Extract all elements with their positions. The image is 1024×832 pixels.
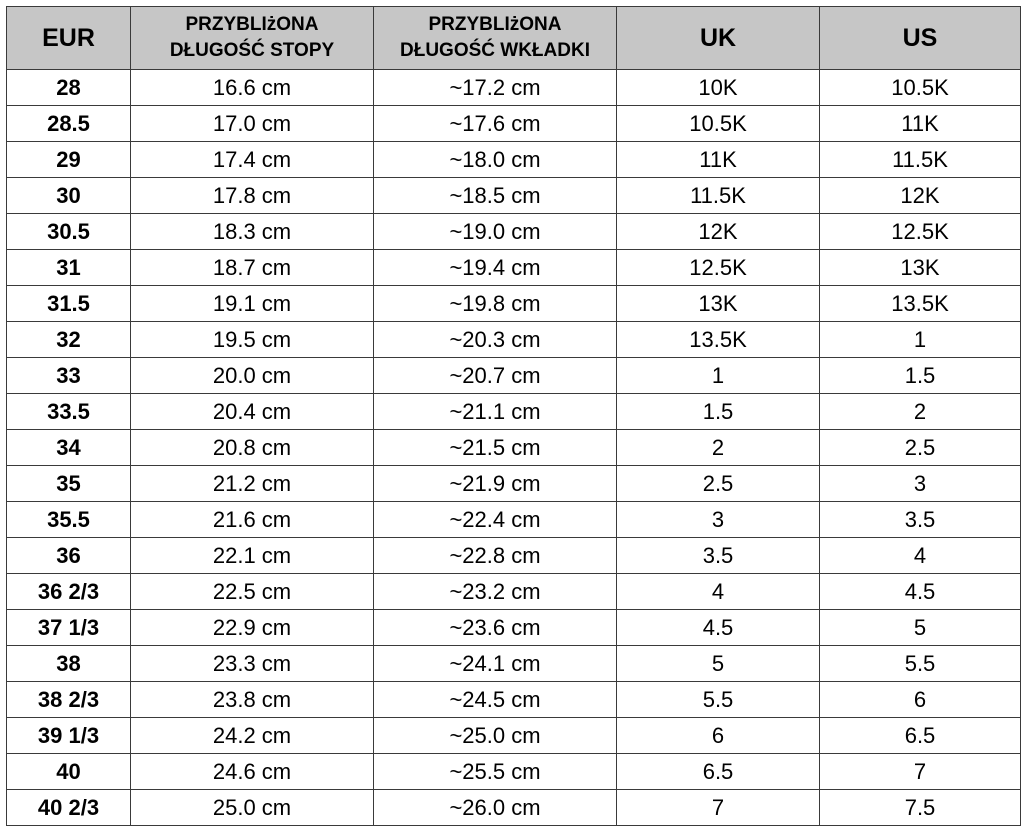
cell-eur: 36 2/3 xyxy=(7,574,131,610)
header-eur: EUR xyxy=(7,7,131,70)
cell-eur: 34 xyxy=(7,430,131,466)
cell-insole-length: ~25.0 cm xyxy=(374,718,617,754)
cell-uk: 5 xyxy=(617,646,820,682)
cell-eur: 40 2/3 xyxy=(7,790,131,826)
table-row xyxy=(7,502,1021,538)
cell-uk: 13K xyxy=(617,286,820,322)
cell-eur: 38 xyxy=(7,646,131,682)
cell-uk: 12.5K xyxy=(617,250,820,286)
cell-eur: 35.5 xyxy=(7,502,131,538)
cell-us: 13K xyxy=(820,250,1021,286)
header-insole-length xyxy=(374,7,617,70)
header-foot-length-line2: DŁUGOŚĆ STOPY xyxy=(169,40,335,61)
cell-foot-length: 21.6 cm xyxy=(131,502,374,538)
cell-insole-length: ~23.2 cm xyxy=(374,574,617,610)
cell-us: 13.5K xyxy=(820,286,1021,322)
table-row xyxy=(7,394,1021,430)
cell-insole-length: ~20.3 cm xyxy=(374,322,617,358)
cell-foot-length: 22.9 cm xyxy=(131,610,374,646)
cell-us: 10.5K xyxy=(820,70,1021,106)
header-uk: UK xyxy=(617,7,820,70)
cell-uk: 7 xyxy=(617,790,820,826)
cell-eur: 33 xyxy=(7,358,131,394)
cell-insole-length: ~18.5 cm xyxy=(374,178,617,214)
cell-insole-length: ~21.1 cm xyxy=(374,394,617,430)
cell-insole-length: ~17.6 cm xyxy=(374,106,617,142)
cell-uk: 6.5 xyxy=(617,754,820,790)
cell-us: 5.5 xyxy=(820,646,1021,682)
cell-uk: 6 xyxy=(617,718,820,754)
cell-eur: 37 1/3 xyxy=(7,610,131,646)
cell-foot-length: 16.6 cm xyxy=(131,70,374,106)
header-us: US xyxy=(820,7,1021,70)
table-row xyxy=(7,142,1021,178)
table-row xyxy=(7,718,1021,754)
cell-us: 7 xyxy=(820,754,1021,790)
cell-uk: 10K xyxy=(617,70,820,106)
cell-insole-length: ~22.8 cm xyxy=(374,538,617,574)
cell-foot-length: 17.4 cm xyxy=(131,142,374,178)
table-row xyxy=(7,574,1021,610)
cell-foot-length: 25.0 cm xyxy=(131,790,374,826)
table-row xyxy=(7,106,1021,142)
cell-eur: 40 xyxy=(7,754,131,790)
table-row xyxy=(7,754,1021,790)
table-row xyxy=(7,646,1021,682)
cell-eur: 38 2/3 xyxy=(7,682,131,718)
cell-foot-length: 23.3 cm xyxy=(131,646,374,682)
cell-us: 6 xyxy=(820,682,1021,718)
header-insole-length-line1: PRZYBLIżONA xyxy=(428,14,562,35)
header-foot-length-line1: PRZYBLIżONA xyxy=(185,14,319,35)
header-row xyxy=(7,7,1021,70)
table-row xyxy=(7,682,1021,718)
cell-us: 3.5 xyxy=(820,502,1021,538)
cell-us: 12K xyxy=(820,178,1021,214)
cell-uk: 12K xyxy=(617,214,820,250)
cell-insole-length: ~19.0 cm xyxy=(374,214,617,250)
cell-us: 4 xyxy=(820,538,1021,574)
table-row xyxy=(7,286,1021,322)
cell-eur: 28.5 xyxy=(7,106,131,142)
cell-foot-length: 17.8 cm xyxy=(131,178,374,214)
cell-foot-length: 19.5 cm xyxy=(131,322,374,358)
cell-us: 5 xyxy=(820,610,1021,646)
cell-us: 2 xyxy=(820,394,1021,430)
cell-uk: 10.5K xyxy=(617,106,820,142)
cell-eur: 31 xyxy=(7,250,131,286)
cell-uk: 2 xyxy=(617,430,820,466)
cell-uk: 3.5 xyxy=(617,538,820,574)
table-row xyxy=(7,430,1021,466)
header-insole-length-line2: DŁUGOŚĆ WKŁADKI xyxy=(400,40,590,61)
cell-foot-length: 22.5 cm xyxy=(131,574,374,610)
size-chart-table xyxy=(6,6,1021,826)
cell-uk: 4 xyxy=(617,574,820,610)
cell-insole-length: ~25.5 cm xyxy=(374,754,617,790)
cell-eur: 30 xyxy=(7,178,131,214)
cell-us: 6.5 xyxy=(820,718,1021,754)
cell-insole-length: ~17.2 cm xyxy=(374,70,617,106)
cell-us: 2.5 xyxy=(820,430,1021,466)
cell-foot-length: 18.3 cm xyxy=(131,214,374,250)
cell-us: 1.5 xyxy=(820,358,1021,394)
table-header xyxy=(7,7,1021,70)
cell-eur: 31.5 xyxy=(7,286,131,322)
table-row xyxy=(7,610,1021,646)
cell-uk: 4.5 xyxy=(617,610,820,646)
cell-eur: 29 xyxy=(7,142,131,178)
cell-foot-length: 24.6 cm xyxy=(131,754,374,790)
cell-insole-length: ~24.1 cm xyxy=(374,646,617,682)
cell-eur: 30.5 xyxy=(7,214,131,250)
cell-eur: 35 xyxy=(7,466,131,502)
cell-insole-length: ~19.8 cm xyxy=(374,286,617,322)
cell-uk: 5.5 xyxy=(617,682,820,718)
cell-foot-length: 23.8 cm xyxy=(131,682,374,718)
cell-uk: 3 xyxy=(617,502,820,538)
cell-foot-length: 22.1 cm xyxy=(131,538,374,574)
cell-uk: 2.5 xyxy=(617,466,820,502)
cell-foot-length: 20.8 cm xyxy=(131,430,374,466)
cell-foot-length: 20.4 cm xyxy=(131,394,374,430)
table-row xyxy=(7,178,1021,214)
cell-us: 4.5 xyxy=(820,574,1021,610)
table-row xyxy=(7,538,1021,574)
cell-us: 11K xyxy=(820,106,1021,142)
cell-insole-length: ~19.4 cm xyxy=(374,250,617,286)
header-foot-length xyxy=(131,7,374,70)
cell-foot-length: 17.0 cm xyxy=(131,106,374,142)
cell-insole-length: ~20.7 cm xyxy=(374,358,617,394)
cell-uk: 1 xyxy=(617,358,820,394)
cell-eur: 36 xyxy=(7,538,131,574)
cell-us: 11.5K xyxy=(820,142,1021,178)
cell-insole-length: ~24.5 cm xyxy=(374,682,617,718)
cell-us: 3 xyxy=(820,466,1021,502)
table-row xyxy=(7,70,1021,106)
cell-eur: 32 xyxy=(7,322,131,358)
cell-us: 12.5K xyxy=(820,214,1021,250)
table-row xyxy=(7,214,1021,250)
cell-foot-length: 19.1 cm xyxy=(131,286,374,322)
cell-uk: 11K xyxy=(617,142,820,178)
cell-uk: 13.5K xyxy=(617,322,820,358)
cell-us: 7.5 xyxy=(820,790,1021,826)
table-body xyxy=(7,70,1021,826)
cell-foot-length: 24.2 cm xyxy=(131,718,374,754)
table-row xyxy=(7,466,1021,502)
cell-uk: 11.5K xyxy=(617,178,820,214)
cell-insole-length: ~18.0 cm xyxy=(374,142,617,178)
cell-eur: 28 xyxy=(7,70,131,106)
cell-foot-length: 21.2 cm xyxy=(131,466,374,502)
cell-us: 1 xyxy=(820,322,1021,358)
cell-eur: 33.5 xyxy=(7,394,131,430)
table-row xyxy=(7,790,1021,826)
table-row xyxy=(7,358,1021,394)
cell-insole-length: ~23.6 cm xyxy=(374,610,617,646)
cell-insole-length: ~21.9 cm xyxy=(374,466,617,502)
cell-uk: 1.5 xyxy=(617,394,820,430)
cell-eur: 39 1/3 xyxy=(7,718,131,754)
cell-insole-length: ~22.4 cm xyxy=(374,502,617,538)
cell-foot-length: 20.0 cm xyxy=(131,358,374,394)
cell-insole-length: ~26.0 cm xyxy=(374,790,617,826)
cell-foot-length: 18.7 cm xyxy=(131,250,374,286)
table-row xyxy=(7,250,1021,286)
cell-insole-length: ~21.5 cm xyxy=(374,430,617,466)
table-row xyxy=(7,322,1021,358)
